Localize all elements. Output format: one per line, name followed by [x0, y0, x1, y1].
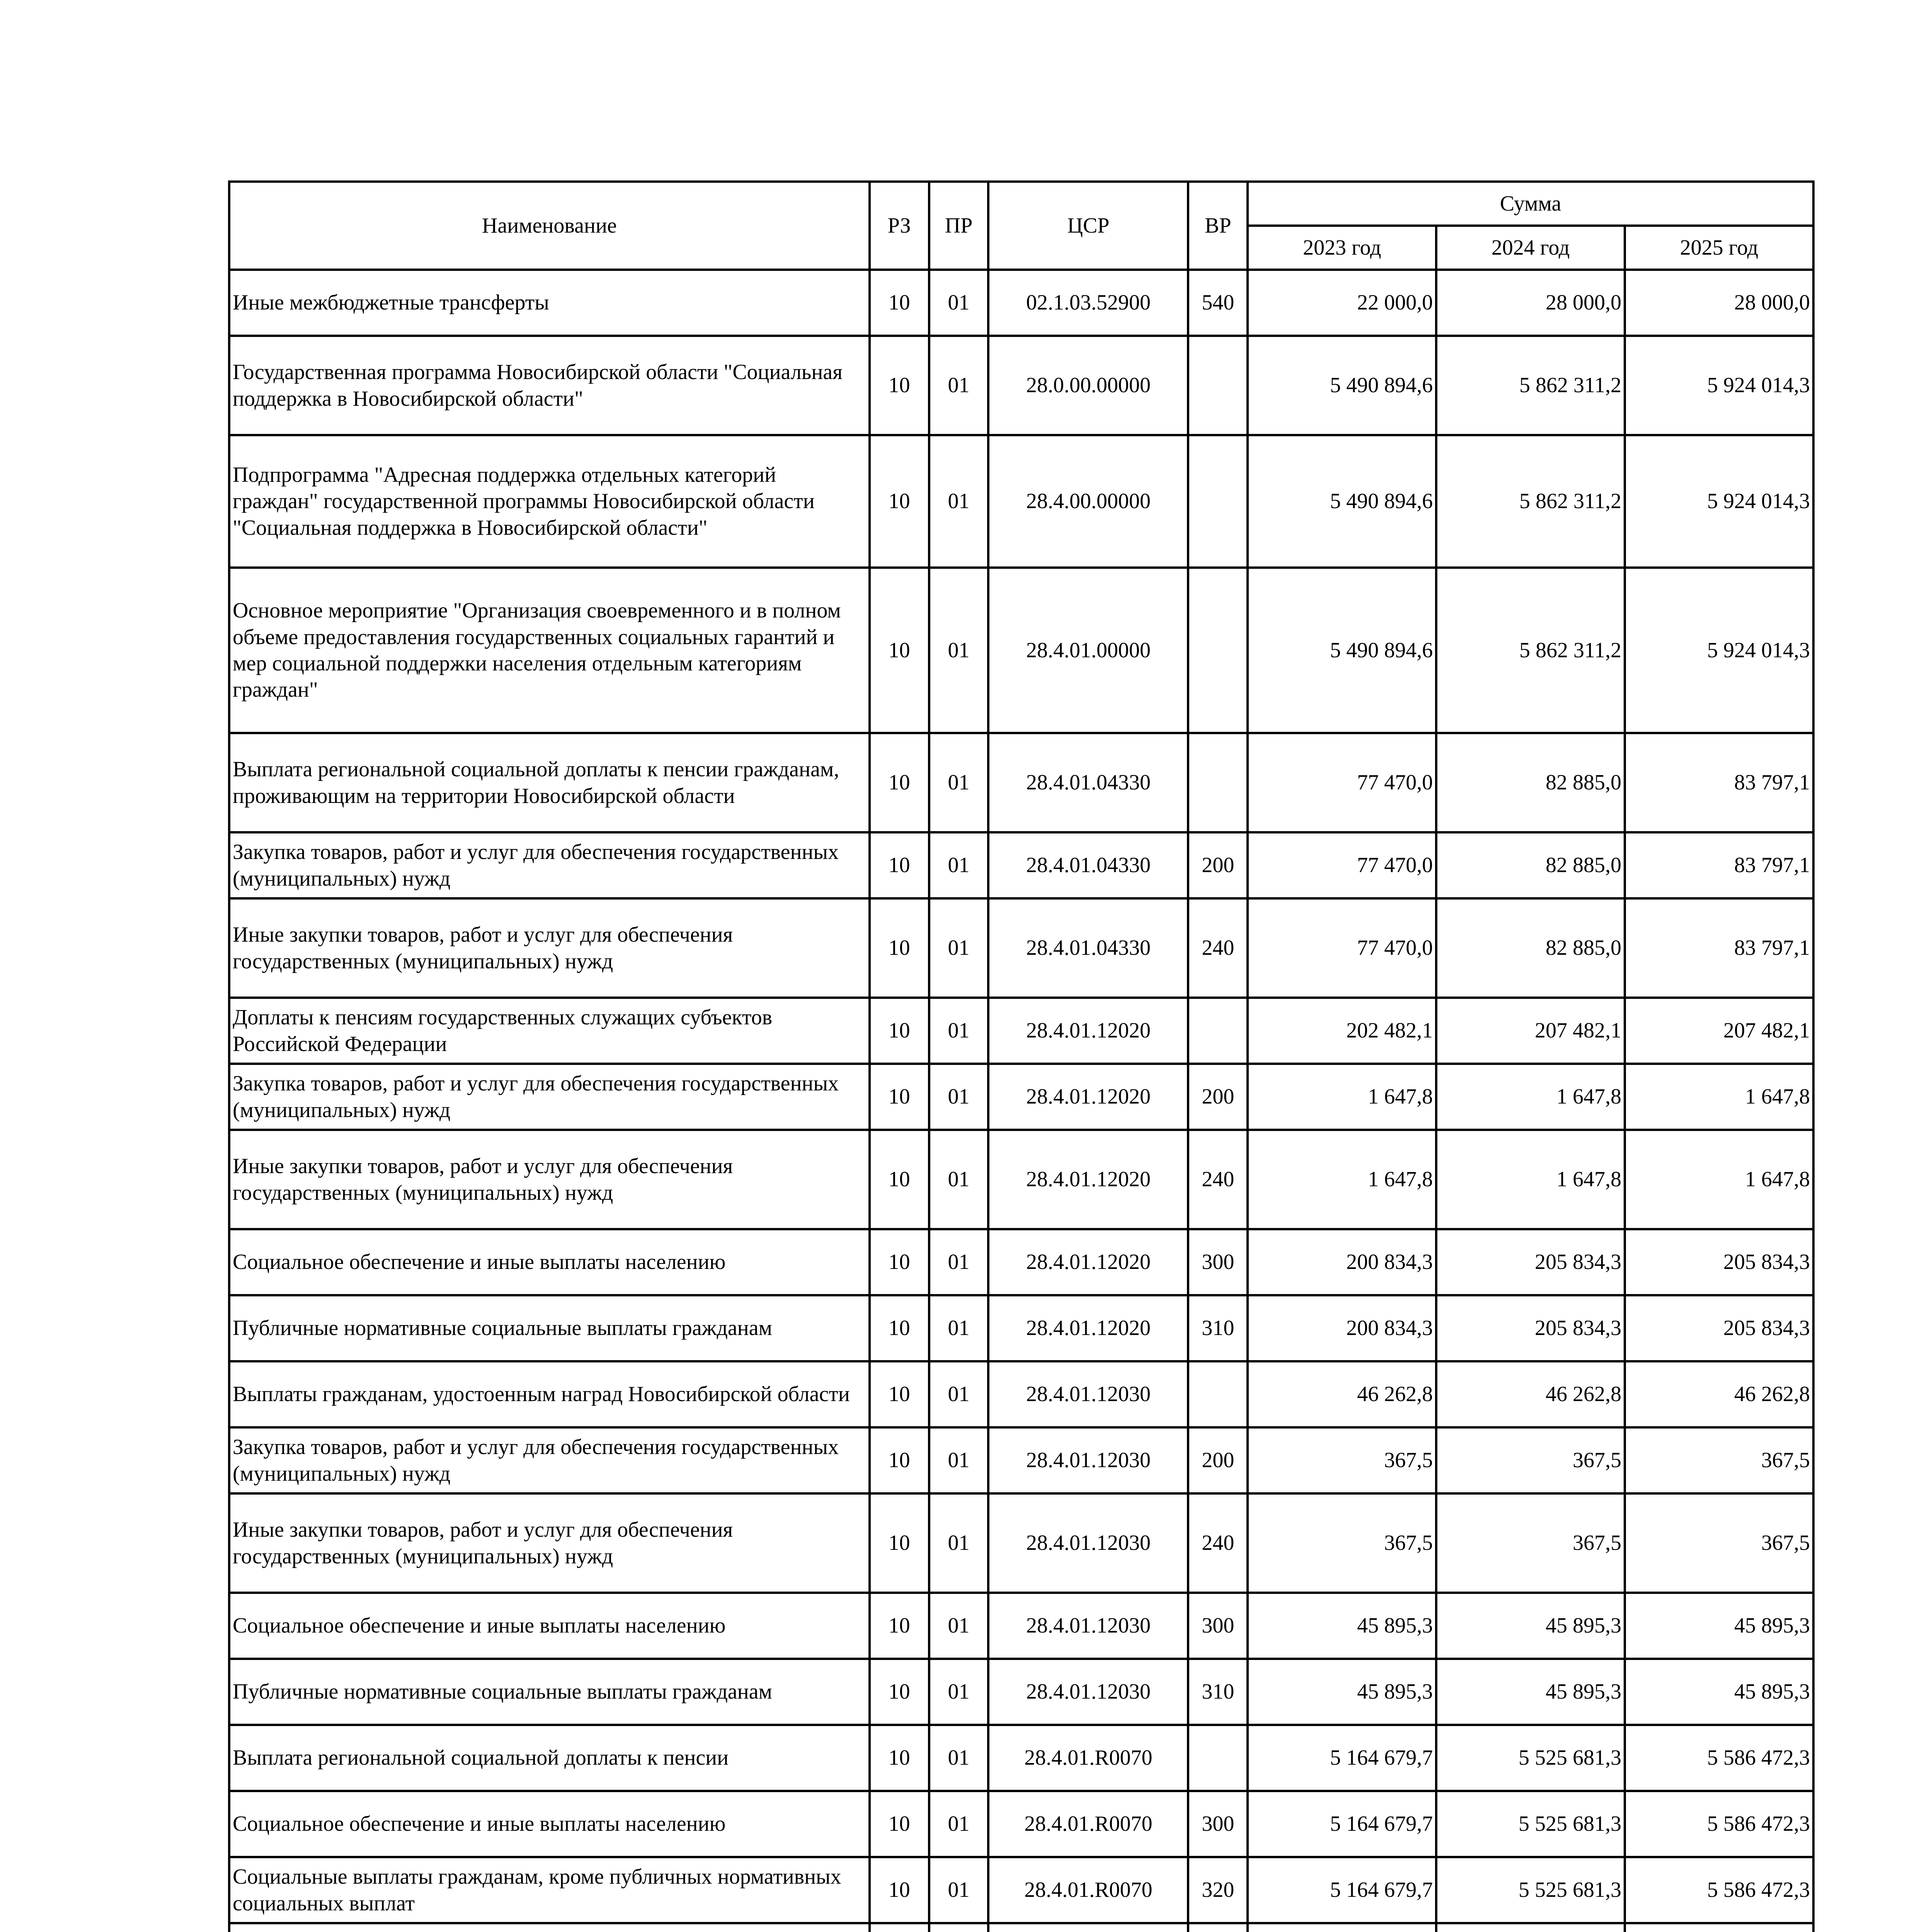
row-sum-2024	[1436, 1923, 1625, 1932]
row-pr: 01	[929, 1857, 989, 1923]
row-name: Закупка товаров, работ и услуг для обеспечения государственных (муниципальных) нужд	[229, 1427, 870, 1493]
row-name: Публичные нормативные социальные выплаты гражданам	[229, 1659, 870, 1725]
row-vr	[1188, 1725, 1248, 1791]
row-pr: 01	[929, 1064, 989, 1130]
row-sum-2025: 28 000,0	[1625, 270, 1813, 336]
row-rz: 10	[870, 435, 929, 568]
row-vr: 540	[1188, 270, 1248, 336]
row-name: Социальное обеспечение и иные выплаты населению	[229, 1229, 870, 1295]
row-vr	[1188, 336, 1248, 435]
row-sum-2025: 5 924 014,3	[1625, 435, 1813, 568]
row-pr	[929, 1923, 989, 1932]
header-vr: ВР	[1188, 182, 1248, 270]
row-sum-2024: 45 895,3	[1436, 1659, 1625, 1725]
row-sum-2023: 22 000,0	[1248, 270, 1436, 336]
row-csr: 28.4.01.R0070	[988, 1725, 1188, 1791]
row-name: Социальное обеспечение и иные выплаты населению	[229, 1791, 870, 1857]
table-row	[229, 1130, 1813, 1229]
row-vr	[1188, 1361, 1248, 1427]
table-row	[229, 1857, 1813, 1923]
row-vr	[1188, 998, 1248, 1064]
row-rz: 10	[870, 1295, 929, 1361]
table-row	[229, 435, 1813, 568]
row-name: Доплаты к пенсиям государственных служащих субъектов Российской Федерации	[229, 998, 870, 1064]
row-sum-2024: 82 885,0	[1436, 898, 1625, 998]
budget-table	[228, 180, 1815, 1932]
row-sum-2024: 1 647,8	[1436, 1130, 1625, 1229]
row-sum-2025: 45 895,3	[1625, 1659, 1813, 1725]
row-sum-2024: 46 262,8	[1436, 1361, 1625, 1427]
row-sum-2024: 5 862 311,2	[1436, 336, 1625, 435]
row-sum-2024: 5 862 311,2	[1436, 568, 1625, 733]
row-sum-2025: 205 834,3	[1625, 1295, 1813, 1361]
row-vr: 240	[1188, 1130, 1248, 1229]
row-rz: 10	[870, 568, 929, 733]
row-name	[229, 1923, 870, 1932]
table-row	[229, 1493, 1813, 1593]
row-rz: 10	[870, 1725, 929, 1791]
row-pr: 01	[929, 1427, 989, 1493]
header-year-2025: 2025 год	[1625, 226, 1813, 270]
row-name: Основное мероприятие "Организация своевременного и в полном объеме предоставления государственных социальных гарантий и мер социальной поддержки населения отдельным категориям граждан"	[229, 568, 870, 733]
row-sum-2023: 5 164 679,7	[1248, 1725, 1436, 1791]
header-rz: РЗ	[870, 182, 929, 270]
row-sum-2023: 5 490 894,6	[1248, 435, 1436, 568]
row-sum-2024: 205 834,3	[1436, 1295, 1625, 1361]
row-sum-2024: 82 885,0	[1436, 832, 1625, 898]
row-sum-2023: 200 834,3	[1248, 1229, 1436, 1295]
row-sum-2023: 45 895,3	[1248, 1659, 1436, 1725]
row-sum-2025: 5 924 014,3	[1625, 568, 1813, 733]
row-sum-2025: 207 482,1	[1625, 998, 1813, 1064]
row-pr: 01	[929, 998, 989, 1064]
row-sum-2025: 367,5	[1625, 1427, 1813, 1493]
table-row	[229, 1593, 1813, 1659]
row-pr: 01	[929, 270, 989, 336]
row-sum-2023: 5 164 679,7	[1248, 1791, 1436, 1857]
row-csr: 28.4.01.04330	[988, 898, 1188, 998]
row-pr: 01	[929, 336, 989, 435]
row-rz: 10	[870, 1493, 929, 1593]
row-name: Публичные нормативные социальные выплаты гражданам	[229, 1295, 870, 1361]
table-row	[229, 1659, 1813, 1725]
row-sum-2025: 5 924 014,3	[1625, 336, 1813, 435]
row-sum-2024: 5 862 311,2	[1436, 435, 1625, 568]
row-csr	[988, 1923, 1188, 1932]
row-rz: 10	[870, 1791, 929, 1857]
row-sum-2023: 200 834,3	[1248, 1295, 1436, 1361]
row-sum-2025: 83 797,1	[1625, 733, 1813, 832]
row-vr: 310	[1188, 1295, 1248, 1361]
table-row	[229, 1427, 1813, 1493]
row-sum-2023: 5 164 679,7	[1248, 1857, 1436, 1923]
row-vr: 200	[1188, 1064, 1248, 1130]
row-csr: 28.4.01.12020	[988, 1295, 1188, 1361]
row-sum-2023: 5 490 894,6	[1248, 336, 1436, 435]
header-pr: ПР	[929, 182, 989, 270]
row-rz: 10	[870, 1064, 929, 1130]
row-sum-2024: 367,5	[1436, 1427, 1625, 1493]
row-pr: 01	[929, 1229, 989, 1295]
row-sum-2023: 202 482,1	[1248, 998, 1436, 1064]
row-pr: 01	[929, 733, 989, 832]
row-pr: 01	[929, 568, 989, 733]
row-sum-2023: 77 470,0	[1248, 898, 1436, 998]
row-pr: 01	[929, 435, 989, 568]
row-sum-2025: 205 834,3	[1625, 1229, 1813, 1295]
row-rz: 10	[870, 832, 929, 898]
row-rz: 10	[870, 1130, 929, 1229]
row-pr: 01	[929, 1791, 989, 1857]
row-name: Закупка товаров, работ и услуг для обеспечения государственных (муниципальных) нужд	[229, 1064, 870, 1130]
row-name: Выплаты гражданам, удостоенным наград Новосибирской области	[229, 1361, 870, 1427]
table-row	[229, 1361, 1813, 1427]
row-csr: 28.4.01.12020	[988, 998, 1188, 1064]
row-sum-2023: 77 470,0	[1248, 832, 1436, 898]
row-pr: 01	[929, 1725, 989, 1791]
row-name: Иные закупки товаров, работ и услуг для обеспечения государственных (муниципальных) нужд	[229, 1493, 870, 1593]
table-row	[229, 1725, 1813, 1791]
row-csr: 28.4.01.12020	[988, 1064, 1188, 1130]
row-csr: 28.4.01.04330	[988, 733, 1188, 832]
row-csr: 28.4.01.12020	[988, 1229, 1188, 1295]
row-rz: 10	[870, 1659, 929, 1725]
table-row	[229, 733, 1813, 832]
row-vr: 310	[1188, 1659, 1248, 1725]
header-year-2023: 2023 год	[1248, 226, 1436, 270]
row-vr	[1188, 1923, 1248, 1932]
row-pr: 01	[929, 832, 989, 898]
row-sum-2025: 5 586 472,3	[1625, 1857, 1813, 1923]
row-sum-2025: 1 647,8	[1625, 1130, 1813, 1229]
table-row	[229, 1229, 1813, 1295]
row-vr	[1188, 733, 1248, 832]
row-name: Закупка товаров, работ и услуг для обеспечения государственных (муниципальных) нужд	[229, 832, 870, 898]
row-pr: 01	[929, 1295, 989, 1361]
row-sum-2024: 82 885,0	[1436, 733, 1625, 832]
row-sum-2023: 77 470,0	[1248, 733, 1436, 832]
table-row	[229, 1923, 1813, 1932]
table-body	[229, 270, 1813, 1932]
row-sum-2024: 5 525 681,3	[1436, 1791, 1625, 1857]
row-rz: 10	[870, 898, 929, 998]
row-rz: 10	[870, 270, 929, 336]
row-sum-2023: 1 647,8	[1248, 1064, 1436, 1130]
row-sum-2024: 207 482,1	[1436, 998, 1625, 1064]
row-sum-2024: 5 525 681,3	[1436, 1857, 1625, 1923]
table-row	[229, 568, 1813, 733]
row-sum-2025: 83 797,1	[1625, 898, 1813, 998]
table-row	[229, 1064, 1813, 1130]
row-sum-2024: 1 647,8	[1436, 1064, 1625, 1130]
row-sum-2023	[1248, 1923, 1436, 1932]
row-vr	[1188, 435, 1248, 568]
row-csr: 02.1.03.52900	[988, 270, 1188, 336]
table-row	[229, 832, 1813, 898]
row-csr: 28.4.01.12030	[988, 1427, 1188, 1493]
row-pr: 01	[929, 1361, 989, 1427]
row-name: Выплата региональной социальной доплаты к пенсии гражданам, проживающим на территории Новосибирской области	[229, 733, 870, 832]
header-name: Наименование	[229, 182, 870, 270]
row-name: Социальное обеспечение и иные выплаты населению	[229, 1593, 870, 1659]
table-row	[229, 898, 1813, 998]
row-sum-2024: 28 000,0	[1436, 270, 1625, 336]
row-csr: 28.4.00.00000	[988, 435, 1188, 568]
row-sum-2023: 46 262,8	[1248, 1361, 1436, 1427]
row-csr: 28.4.01.12030	[988, 1493, 1188, 1593]
row-pr: 01	[929, 898, 989, 998]
row-vr: 240	[1188, 1493, 1248, 1593]
row-vr: 300	[1188, 1593, 1248, 1659]
row-rz: 10	[870, 336, 929, 435]
row-vr: 320	[1188, 1857, 1248, 1923]
row-sum-2025: 367,5	[1625, 1493, 1813, 1593]
row-csr: 28.4.01.00000	[988, 568, 1188, 733]
row-sum-2025: 45 895,3	[1625, 1593, 1813, 1659]
row-sum-2025: 5 586 472,3	[1625, 1791, 1813, 1857]
table-row	[229, 998, 1813, 1064]
row-rz	[870, 1923, 929, 1932]
row-vr: 300	[1188, 1791, 1248, 1857]
row-sum-2025: 83 797,1	[1625, 832, 1813, 898]
row-rz: 10	[870, 1857, 929, 1923]
row-vr: 200	[1188, 832, 1248, 898]
table-row	[229, 270, 1813, 336]
row-sum-2024: 5 525 681,3	[1436, 1725, 1625, 1791]
row-csr: 28.4.01.R0070	[988, 1857, 1188, 1923]
row-vr: 240	[1188, 898, 1248, 998]
header-year-2024: 2024 год	[1436, 226, 1625, 270]
table-row	[229, 1791, 1813, 1857]
row-sum-2025	[1625, 1923, 1813, 1932]
row-name: Иные закупки товаров, работ и услуг для обеспечения государственных (муниципальных) нужд	[229, 898, 870, 998]
header-sum: Сумма	[1248, 182, 1813, 226]
row-sum-2023: 1 647,8	[1248, 1130, 1436, 1229]
row-name: Государственная программа Новосибирской области "Социальная поддержка в Новосибирской области"	[229, 336, 870, 435]
row-sum-2023: 367,5	[1248, 1427, 1436, 1493]
row-csr: 28.0.00.00000	[988, 336, 1188, 435]
row-vr: 300	[1188, 1229, 1248, 1295]
row-rz: 10	[870, 998, 929, 1064]
row-name: Иные закупки товаров, работ и услуг для обеспечения государственных (муниципальных) нужд	[229, 1130, 870, 1229]
row-sum-2024: 45 895,3	[1436, 1593, 1625, 1659]
row-pr: 01	[929, 1659, 989, 1725]
row-csr: 28.4.01.12030	[988, 1659, 1188, 1725]
row-sum-2025: 1 647,8	[1625, 1064, 1813, 1130]
row-sum-2024: 367,5	[1436, 1493, 1625, 1593]
table-row	[229, 1295, 1813, 1361]
row-vr	[1188, 568, 1248, 733]
row-sum-2023: 45 895,3	[1248, 1593, 1436, 1659]
row-sum-2025: 5 586 472,3	[1625, 1725, 1813, 1791]
row-csr: 28.4.01.12030	[988, 1361, 1188, 1427]
row-name: Иные межбюджетные трансферты	[229, 270, 870, 336]
row-pr: 01	[929, 1593, 989, 1659]
row-rz: 10	[870, 733, 929, 832]
row-vr: 200	[1188, 1427, 1248, 1493]
row-rz: 10	[870, 1229, 929, 1295]
row-csr: 28.4.01.04330	[988, 832, 1188, 898]
row-rz: 10	[870, 1427, 929, 1493]
row-rz: 10	[870, 1593, 929, 1659]
row-name: Выплата региональной социальной доплаты к пенсии	[229, 1725, 870, 1791]
row-csr: 28.4.01.12020	[988, 1130, 1188, 1229]
row-name: Подпрограмма "Адресная поддержка отдельных категорий граждан" государственной программы Новосибирской области "Социальная поддержка в Новосибирской области"	[229, 435, 870, 568]
table-row	[229, 336, 1813, 435]
row-sum-2023: 367,5	[1248, 1493, 1436, 1593]
row-pr: 01	[929, 1493, 989, 1593]
row-rz: 10	[870, 1361, 929, 1427]
row-sum-2023: 5 490 894,6	[1248, 568, 1436, 733]
row-name: Социальные выплаты гражданам, кроме публичных нормативных социальных выплат	[229, 1857, 870, 1923]
row-csr: 28.4.01.12030	[988, 1593, 1188, 1659]
header-csr: ЦСР	[988, 182, 1188, 270]
row-csr: 28.4.01.R0070	[988, 1791, 1188, 1857]
row-sum-2024: 205 834,3	[1436, 1229, 1625, 1295]
row-pr: 01	[929, 1130, 989, 1229]
row-sum-2025: 46 262,8	[1625, 1361, 1813, 1427]
